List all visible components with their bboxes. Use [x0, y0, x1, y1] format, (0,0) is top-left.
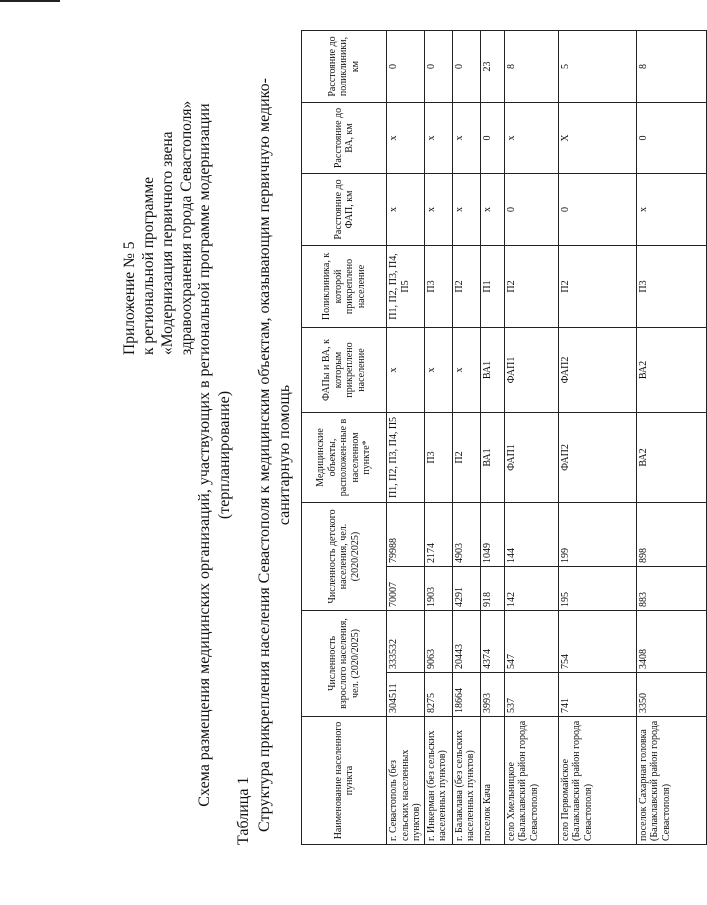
col-header-dist-va: Расстояние до ВА, км — [302, 102, 387, 173]
cell-dist-fap: х — [387, 173, 425, 245]
cell-dist-va: 0 — [480, 102, 504, 173]
cell-child-2025: 4903 — [452, 502, 480, 566]
cell-adult-2020: 8275 — [424, 673, 452, 717]
cell-name: г. Инкерман (без сельских населенных пунктов) — [424, 717, 452, 845]
cell-objects: П1, П2, П3, П4, П5 — [387, 412, 425, 502]
appendix-line: Приложение № 5 — [121, 241, 138, 355]
cell-fap-va: ВА1 — [480, 327, 504, 412]
cell-adult-2020: 741 — [558, 673, 636, 717]
cell-child-2020: 142 — [504, 566, 558, 610]
cell-adult-2025: 20443 — [452, 610, 480, 672]
cell-name: село Первомайское (Балаклавский район города Севастополя) — [558, 717, 636, 845]
cell-dist-va: 0 — [636, 102, 706, 173]
table-row — [424, 30, 452, 844]
cell-adult-2025: 4374 — [480, 610, 504, 672]
appendix-header — [120, 15, 196, 355]
cell-dist-clinic: 0 — [452, 30, 480, 102]
cell-clinic: П3 — [424, 245, 452, 327]
cell-child-2025: 79988 — [387, 502, 425, 566]
col-header-dist-clinic: Расстояние до поликлиники, км — [302, 30, 387, 102]
cell-adult-2025: 9063 — [424, 610, 452, 672]
cell-dist-fap: х — [424, 173, 452, 245]
cell-clinic: П2 — [558, 245, 636, 327]
cell-dist-va: х — [424, 102, 452, 173]
cell-objects: ВА2 — [636, 412, 706, 502]
cell-dist-va: Х — [558, 102, 636, 173]
table-row — [636, 30, 706, 844]
col-header-adult: Численность взрослого населения, чел. (2020/2025) — [302, 610, 387, 716]
structure-title — [255, 65, 295, 845]
cell-clinic: П2 — [504, 245, 558, 327]
cell-name: г. Балаклава (без сельских населенных пунктов) — [452, 717, 480, 845]
cell-adult-2025: 754 — [558, 610, 636, 672]
cell-dist-fap: 0 — [504, 173, 558, 245]
cell-clinic: П1, П2, П3, П4, П5 — [387, 245, 425, 327]
cell-child-2025: 898 — [636, 502, 706, 566]
cell-child-2025: 2174 — [424, 502, 452, 566]
cell-objects: П3 — [424, 412, 452, 502]
cell-adult-2025: 547 — [504, 610, 558, 672]
scheme-title-line: (терпланирование) — [216, 390, 233, 520]
cell-fap-va: х — [424, 327, 452, 412]
cell-objects: П2 — [452, 412, 480, 502]
cell-fap-va: ФАП2 — [558, 327, 636, 412]
cell-dist-clinic: 0 — [424, 30, 452, 102]
cell-child-2020: 883 — [636, 566, 706, 610]
cell-child-2020: 4291 — [452, 566, 480, 610]
cell-name: поселок Сахарная головка (Балаклавский район города Севастополя) — [636, 717, 706, 845]
col-header-name: Наименование населенного пункта — [302, 717, 387, 845]
cell-dist-fap: 0 — [558, 173, 636, 245]
appendix-line: «Модернизация первичного звена — [159, 131, 176, 355]
cell-adult-2020: 3993 — [480, 673, 504, 717]
scheme-title-line: Схема размещения медицинских организаций, участвующих в региональной программе модернизации — [196, 103, 213, 807]
col-header-objects: Медицинские объекты, расположен-ные в населенном пункте* — [302, 412, 387, 502]
cell-dist-va: х — [387, 102, 425, 173]
cell-adult-2020: 537 — [504, 673, 558, 717]
cell-dist-fap: х — [452, 173, 480, 245]
cell-child-2020: 918 — [480, 566, 504, 610]
cell-child-2020: 1903 — [424, 566, 452, 610]
cell-dist-clinic: 8 — [636, 30, 706, 102]
cell-dist-fap: х — [480, 173, 504, 245]
col-header-clinic: Поликлиника, к которой прикреплено население — [302, 245, 387, 327]
cell-objects: ВА1 — [480, 412, 504, 502]
cell-dist-clinic: 5 — [558, 30, 636, 102]
table-row — [504, 30, 558, 844]
cell-child-2020: 70007 — [387, 566, 425, 610]
col-header-child: Численность детского населения, чел. (2020/2025) — [302, 502, 387, 610]
cell-adult-2020: 18664 — [452, 673, 480, 717]
cell-dist-va: х — [452, 102, 480, 173]
cell-name: поселок Кача — [480, 717, 504, 845]
structure-title-line: Структура прикрепления населения Севастополя к медицинским объектам, оказывающим первичную медико- — [256, 78, 273, 832]
table-row — [480, 30, 504, 844]
cell-name: село Хмельницкое (Балаклавский район города Севастополя) — [504, 717, 558, 845]
cell-dist-clinic: 23 — [480, 30, 504, 102]
cell-child-2025: 144 — [504, 502, 558, 566]
cell-name: г. Севастополь (без сельских населенных пунктов) — [387, 717, 425, 845]
cell-dist-clinic: 0 — [387, 30, 425, 102]
cell-child-2025: 1049 — [480, 502, 504, 566]
cell-objects: ФАП2 — [558, 412, 636, 502]
table-header-row — [302, 30, 387, 844]
col-header-fap-va: ФАПы и ВА, к которым прикреплено население — [302, 327, 387, 412]
table-label: Таблица 1 — [235, 776, 252, 845]
cell-child-2025: 199 — [558, 502, 636, 566]
cell-fap-va: х — [387, 327, 425, 412]
cell-objects: ФАП1 — [504, 412, 558, 502]
scheme-title — [195, 65, 235, 845]
cell-clinic: П2 — [452, 245, 480, 327]
cell-dist-clinic: 8 — [504, 30, 558, 102]
cell-clinic: П1 — [480, 245, 504, 327]
table-row — [558, 30, 636, 844]
cell-fap-va: х — [452, 327, 480, 412]
attachment-table-wrap — [301, 31, 707, 845]
table-row — [387, 30, 425, 844]
cell-adult-2025: 3408 — [636, 610, 706, 672]
appendix-line: здравоохранения города Севастополя» — [178, 100, 195, 355]
structure-title-line: санитарную помощь — [276, 384, 293, 526]
cell-dist-va: х — [504, 102, 558, 173]
table-row — [452, 30, 480, 844]
cell-dist-fap: х — [636, 173, 706, 245]
cell-clinic: П3 — [636, 245, 706, 327]
cell-fap-va: ВА2 — [636, 327, 706, 412]
cell-adult-2025: 333532 — [387, 610, 425, 672]
col-header-dist-fap: Расстояние до ФАП, км — [302, 173, 387, 245]
attachment-table — [301, 30, 707, 845]
appendix-line: к региональной программе — [140, 176, 157, 355]
cell-child-2020: 195 — [558, 566, 636, 610]
cell-fap-va: ФАП1 — [504, 327, 558, 412]
cell-adult-2020: 3350 — [636, 673, 706, 717]
cell-adult-2020: 304511 — [387, 673, 425, 717]
